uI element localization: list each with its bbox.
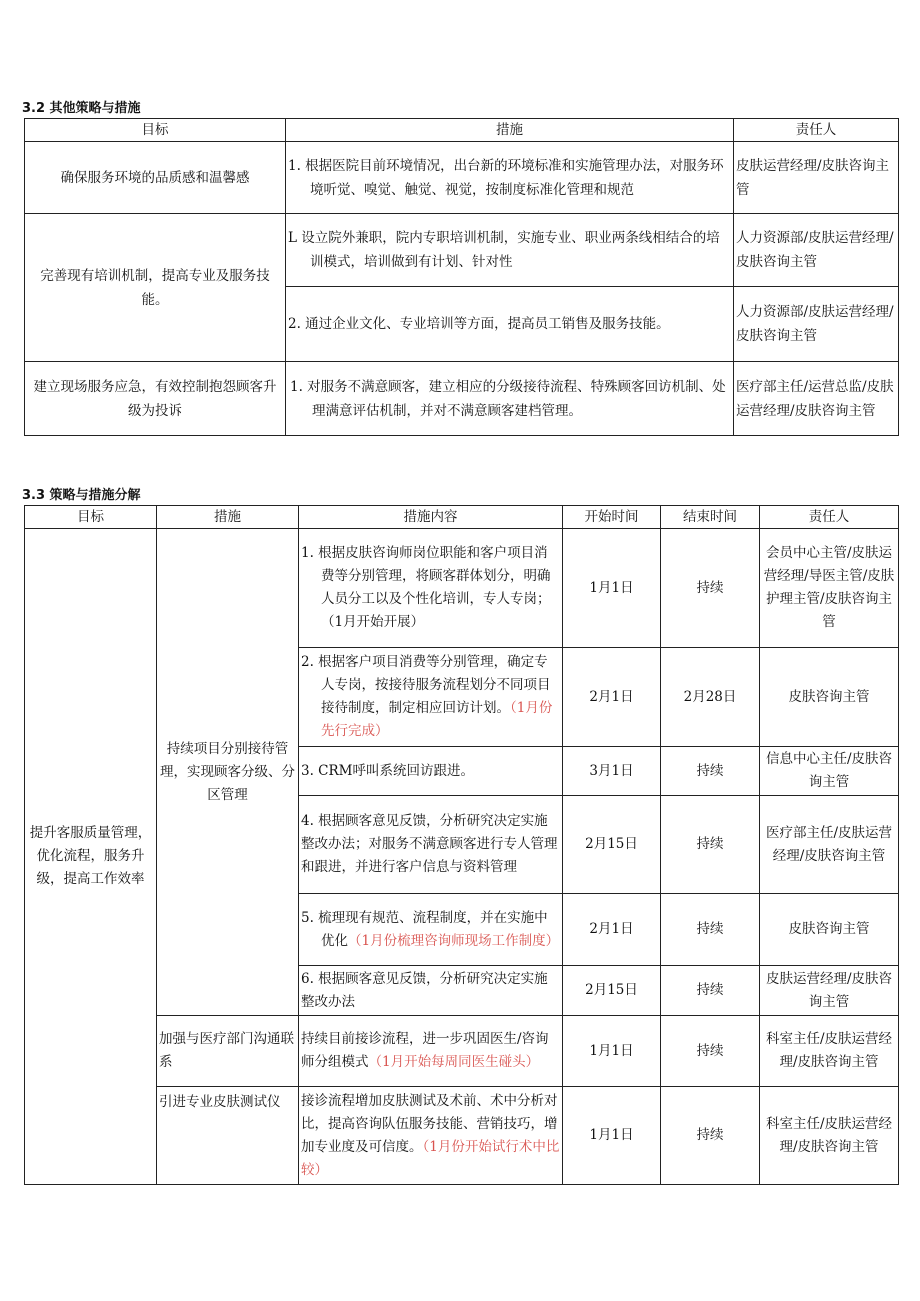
end-cell: 持续 xyxy=(661,529,760,648)
start-cell: 2月1日 xyxy=(563,894,661,966)
owner-cell: 医疗部主任/运营总监/皮肤运营经理/皮肤咨询主管 xyxy=(734,362,899,436)
start-cell: 1月1日 xyxy=(563,529,661,648)
content-text: 1. 根据皮肤咨询师岗位职能和客户项目消费等分别管理，将顾客群体划分，明确人员分工以及个性化培训，专人专岗；（1月开始开展） xyxy=(301,545,551,630)
end-cell: 持续 xyxy=(661,796,760,894)
content-text: 3. CRM呼叫系统回访跟进。 xyxy=(301,762,474,779)
progress-note: （1月份开始试行术中比较） xyxy=(301,1138,560,1178)
end-cell: 持续 xyxy=(661,747,760,796)
end-cell: 持续 xyxy=(661,1087,760,1185)
goal-cell: 建立现场服务应急，有效控制抱怨顾客升级为投诉 xyxy=(25,362,286,436)
content-text: 2. 根据客户项目消费等分别管理，确定专人专岗，按接待服务流程划分不同项目接待制度，制定相应回访计划。 xyxy=(301,654,551,716)
owner-cell: 科室主任/皮肤运营经理/皮肤咨询主管 xyxy=(760,1016,899,1087)
measure-cell: 2. 通过企业文化、专业培训等方面，提高员工销售及服务技能。 xyxy=(286,287,734,362)
owner-cell: 人力资源部/皮肤运营经理/皮肤咨询主管 xyxy=(734,287,899,362)
owner-cell: 医疗部主任/皮肤运营经理/皮肤咨询主管 xyxy=(760,796,899,894)
content-text: 6. 根据顾客意见反馈，分析研究决定实施整改办法 xyxy=(301,970,548,1010)
strategy-breakdown-table xyxy=(24,505,899,1185)
content-cell xyxy=(299,648,563,747)
table-row xyxy=(25,214,899,287)
content-text: 持续目前接诊流程，进一步巩固医生/咨询师分组模式 xyxy=(301,1031,549,1070)
content-text: 4. 根据顾客意见反馈，分析研究决定实施整改办法；对服务不满意顾客进行专人管理和跟进，并进行客户信息与资料管理 xyxy=(301,813,558,875)
end-cell: 持续 xyxy=(661,1016,760,1087)
content-cell xyxy=(299,966,563,1016)
content-cell xyxy=(299,1016,563,1087)
section-3-3-title: 3.3 策略与措施分解 xyxy=(22,488,141,503)
start-cell: 2月15日 xyxy=(563,796,661,894)
owner-cell: 信息中心主任/皮肤咨询主管 xyxy=(760,747,899,796)
measure-cell: 引进专业皮肤测试仪 xyxy=(157,1087,299,1185)
goal-cell: 完善现有培训机制，提高专业及服务技能。 xyxy=(25,214,286,362)
measure-cell: 持续项目分别接待管理，实现顾客分级、分区管理 xyxy=(157,529,299,1016)
header-end: 结束时间 xyxy=(661,506,760,529)
start-cell: 2月1日 xyxy=(563,648,661,747)
goal-cell: 确保服务环境的品质感和温馨感 xyxy=(25,142,286,214)
owner-cell: 皮肤咨询主管 xyxy=(760,894,899,966)
table-row xyxy=(25,1087,899,1185)
header-measure: 措施 xyxy=(157,506,299,529)
content-cell xyxy=(299,747,563,796)
measure-cell: 1. 对服务不满意顾客，建立相应的分级接待流程、特殊顾客回访机制、处理满意评估机制，并对不满意顾客建档管理。 xyxy=(286,362,734,436)
content-cell xyxy=(299,796,563,894)
header-owner: 责任人 xyxy=(734,119,899,142)
measure-cell: 加强与医疗部门沟通联系 xyxy=(157,1016,299,1087)
table-row xyxy=(25,362,899,436)
start-cell: 3月1日 xyxy=(563,747,661,796)
table-header-row xyxy=(25,119,899,142)
goal-cell: 提升客服质量管理，优化流程，服务升级，提高工作效率 xyxy=(25,529,157,1185)
progress-note: （1月份先行完成） xyxy=(321,700,553,739)
end-cell: 持续 xyxy=(661,966,760,1016)
start-cell: 1月1日 xyxy=(563,1016,661,1087)
content-text: 接诊流程增加皮肤测试及术前、术中分析对比，提高咨询队伍服务技能、营销技巧，增加专业度及可信度。 xyxy=(301,1092,558,1155)
table-row xyxy=(25,529,899,648)
measure-cell: 1. 根据医院目前环境情况，出台新的环境标准和实施管理办法，对服务环境听觉、嗅觉、触觉、视觉，按制度标准化管理和规范 xyxy=(286,142,734,214)
owner-cell: 皮肤运营经理/皮肤咨询主管 xyxy=(734,142,899,214)
owner-cell: 科室主任/皮肤运营经理/皮肤咨询主管 xyxy=(760,1087,899,1185)
start-cell: 2月15日 xyxy=(563,966,661,1016)
section-3-2-title: 3.2 其他策略与措施 xyxy=(22,101,141,116)
table-row xyxy=(25,1016,899,1087)
progress-note: （1月份梳理咨询师现场工作制度） xyxy=(348,932,560,949)
header-goal: 目标 xyxy=(25,119,286,142)
end-cell: 持续 xyxy=(661,894,760,966)
progress-note: （1月开始每周同医生碰头） xyxy=(368,1054,540,1070)
owner-cell: 会员中心主管/皮肤运营经理/导医主管/皮肤护理主管/皮肤咨询主管 xyxy=(760,529,899,648)
content-text: 5. 梳理现有规范、流程制度，并在实施中优化 xyxy=(301,909,548,949)
table-row xyxy=(25,142,899,214)
owner-cell: 人力资源部/皮肤运营经理/皮肤咨询主管 xyxy=(734,214,899,287)
content-cell xyxy=(299,529,563,648)
header-owner: 责任人 xyxy=(760,506,899,529)
owner-cell: 皮肤运营经理/皮肤咨询主管 xyxy=(760,966,899,1016)
content-cell xyxy=(299,894,563,966)
measure-cell: L 设立院外兼职，院内专职培训机制，实施专业、职业两条线相结合的培训模式，培训做到有计划、针对性 xyxy=(286,214,734,287)
table-header-row xyxy=(25,506,899,529)
strategy-table xyxy=(24,118,899,436)
header-content: 措施内容 xyxy=(299,506,563,529)
header-goal: 目标 xyxy=(25,506,157,529)
header-start: 开始时间 xyxy=(563,506,661,529)
start-cell: 1月1日 xyxy=(563,1087,661,1185)
header-measure: 措施 xyxy=(286,119,734,142)
content-cell xyxy=(299,1087,563,1185)
end-cell: 2月28日 xyxy=(661,648,760,747)
owner-cell: 皮肤咨询主管 xyxy=(760,648,899,747)
